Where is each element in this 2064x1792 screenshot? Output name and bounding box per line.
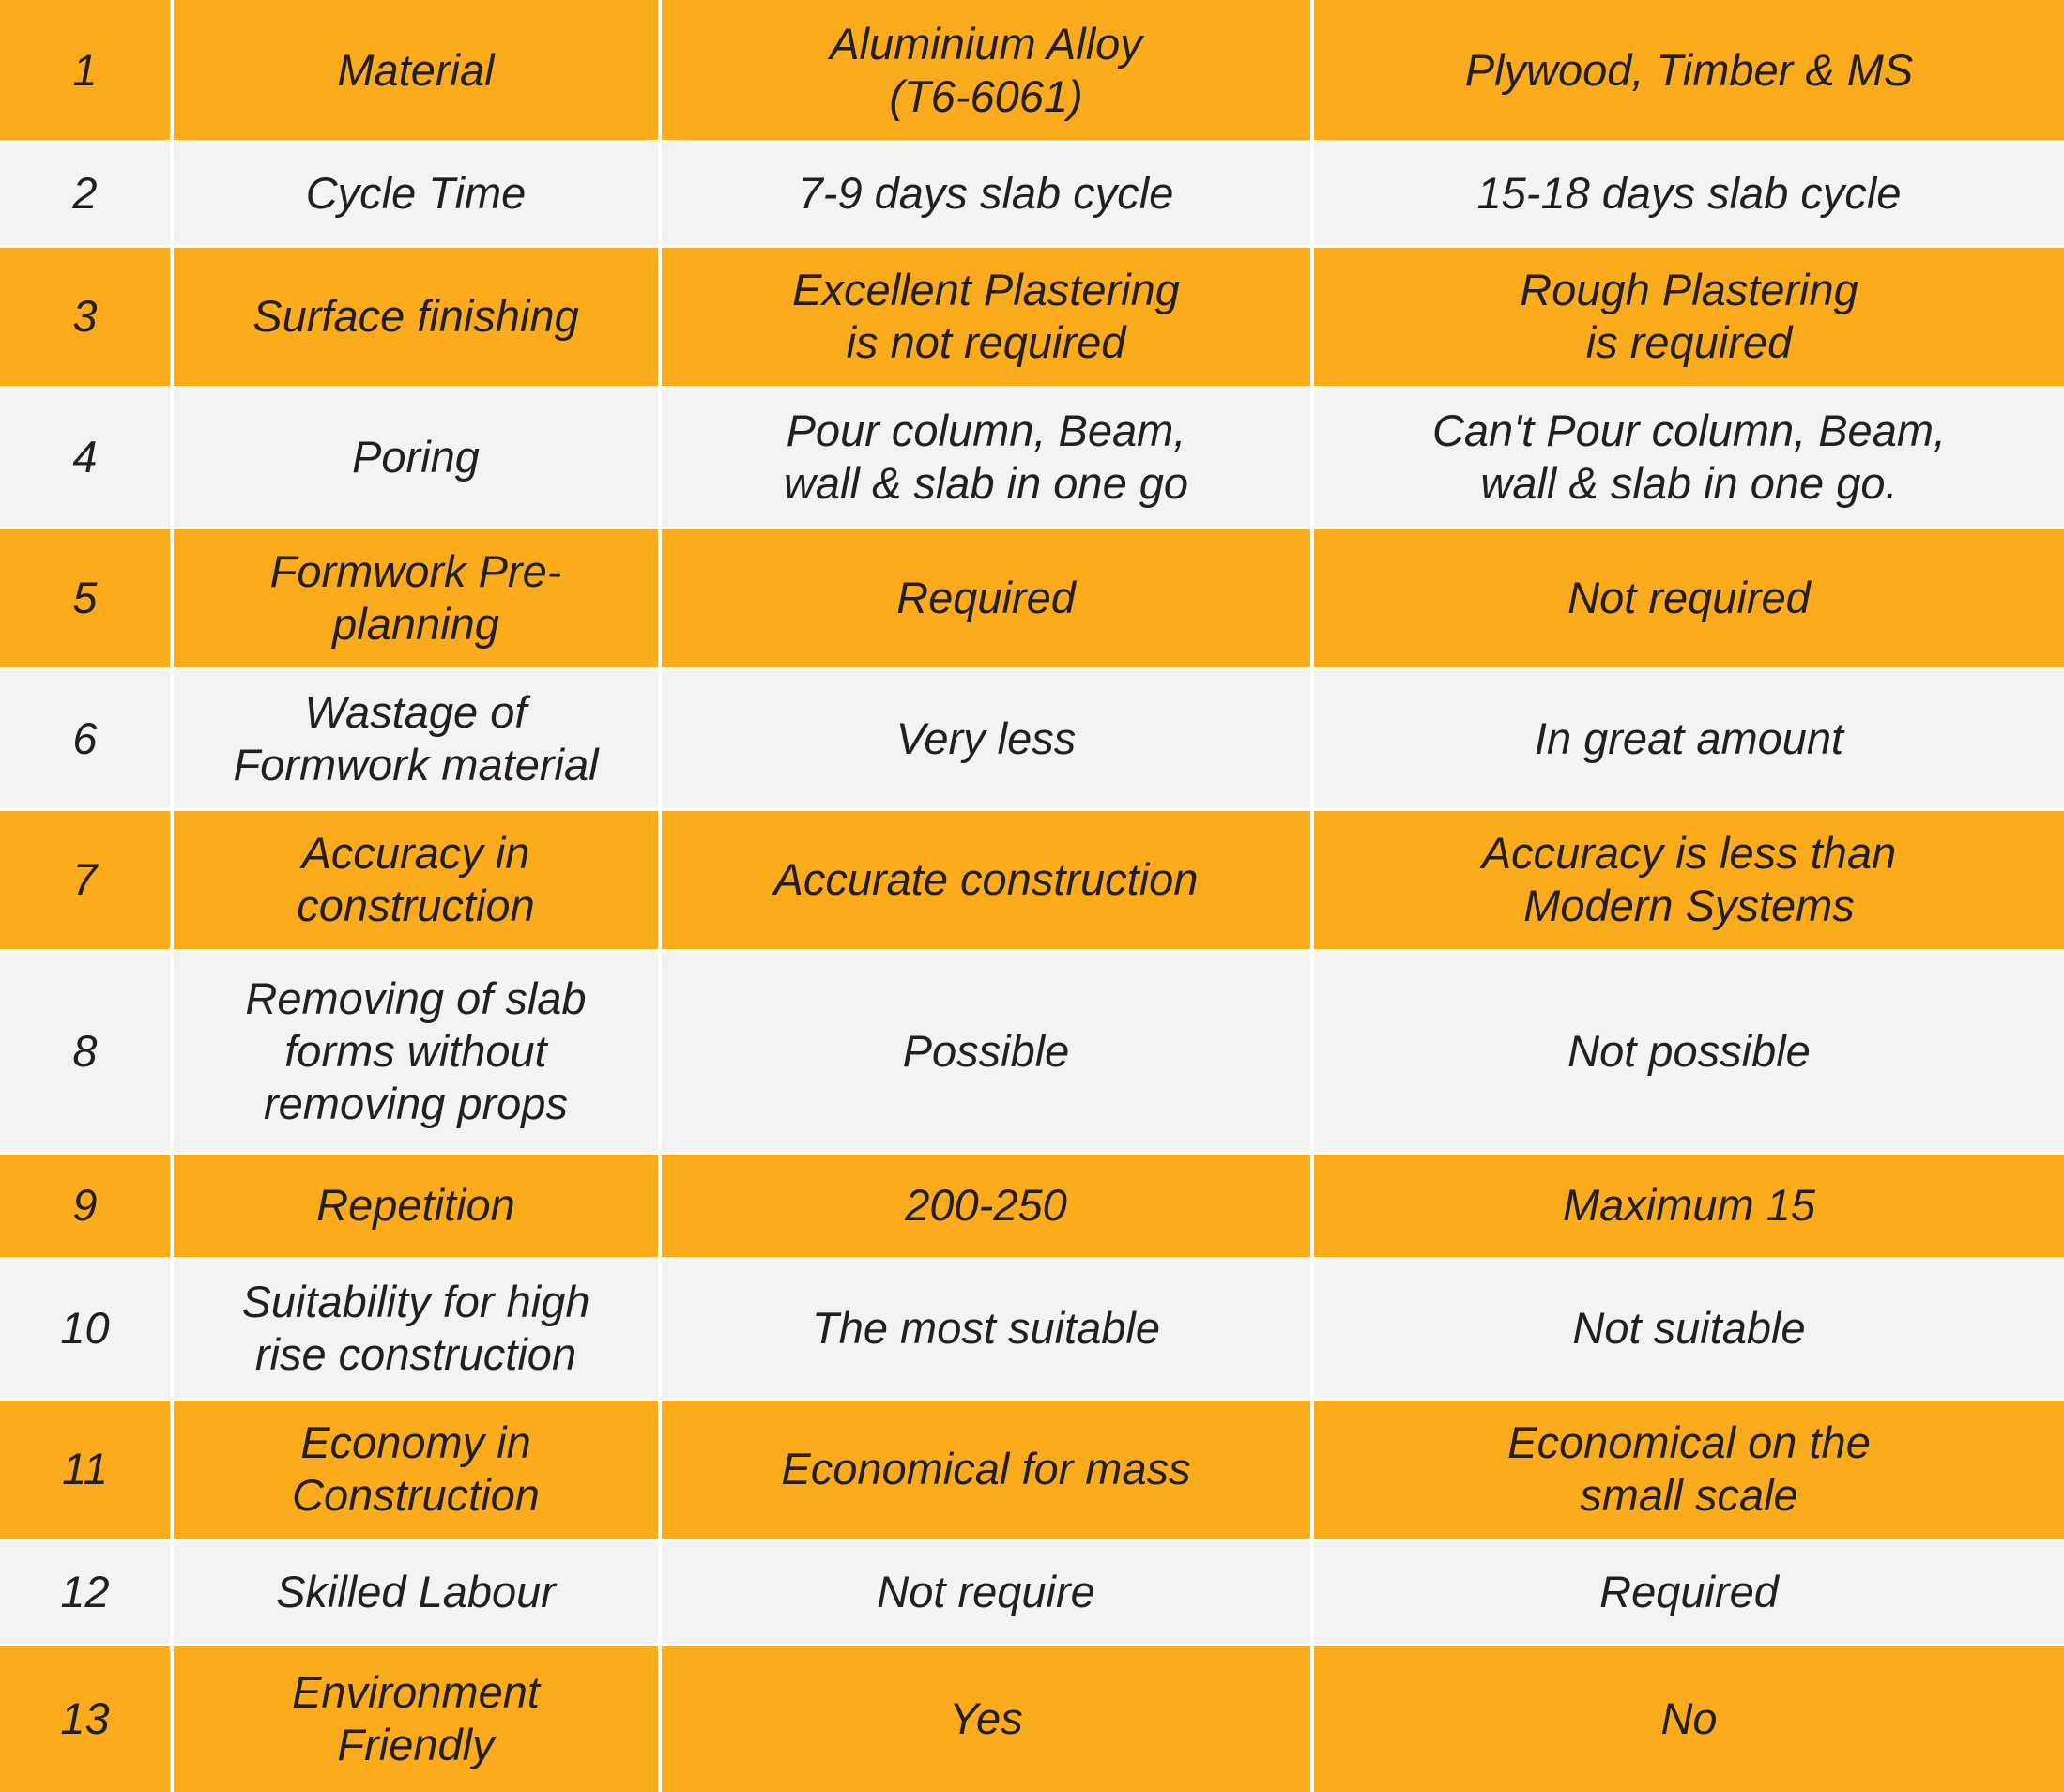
conventional-formwork-cell: 15-18 days slab cycle <box>1310 141 2064 246</box>
table-row <box>0 1645 2064 1792</box>
row-number: 8 <box>72 1026 98 1076</box>
row-number: 12 <box>60 1567 110 1616</box>
aluminium-formwork-cell: Excellent Plastering is not required <box>658 246 1310 387</box>
table-row <box>0 0 2064 141</box>
table-row <box>0 387 2064 528</box>
table-row <box>0 141 2064 246</box>
table-row <box>0 1258 2064 1399</box>
conventional-formwork-cell: Not possible <box>1310 950 2064 1153</box>
row-number: 11 <box>62 1444 108 1493</box>
row-divider <box>0 1644 2064 1646</box>
conventional-formwork-cell: No <box>1310 1645 2064 1792</box>
row-number: 3 <box>72 291 98 341</box>
aluminium-formwork-cell: Possible <box>658 950 1310 1153</box>
feature-cell: Removing of slab forms without removing props <box>170 950 658 1153</box>
conventional-formwork-cell: Plywood, Timber & MS <box>1310 0 2064 141</box>
aluminium-formwork-cell: Economical for mass <box>658 1399 1310 1539</box>
feature-cell: Cycle Time <box>170 141 658 246</box>
row-divider <box>0 667 2064 670</box>
table-row <box>0 950 2064 1153</box>
table-row <box>0 246 2064 387</box>
row-number: 1 <box>72 45 98 95</box>
table-row <box>0 1539 2064 1645</box>
table-row <box>0 528 2064 668</box>
conventional-formwork-cell: Rough Plastering is required <box>1310 246 2064 387</box>
feature-cell: Material <box>170 0 658 141</box>
table-row <box>0 809 2064 950</box>
conventional-formwork-cell: Not suitable <box>1310 1258 2064 1399</box>
feature-cell: Repetition <box>170 1153 658 1258</box>
aluminium-formwork-cell: The most suitable <box>658 1258 1310 1399</box>
aluminium-formwork-cell: Required <box>658 528 1310 668</box>
row-number: 10 <box>60 1303 110 1353</box>
aluminium-formwork-cell: Very less <box>658 668 1310 809</box>
row-number: 2 <box>72 168 98 218</box>
feature-cell: Suitability for high rise construction <box>170 1258 658 1399</box>
feature-cell: Skilled Labour <box>170 1539 658 1645</box>
row-divider <box>0 140 2064 143</box>
aluminium-formwork-cell: Aluminium Alloy (T6-6061) <box>658 0 1310 141</box>
row-number: 6 <box>72 713 98 763</box>
row-divider <box>0 1539 2064 1541</box>
feature-cell: Accuracy in construction <box>170 809 658 950</box>
feature-cell: Surface finishing <box>170 246 658 387</box>
row-divider <box>0 949 2064 952</box>
aluminium-formwork-cell: Yes <box>658 1645 1310 1792</box>
table-row <box>0 1399 2064 1539</box>
aluminium-formwork-cell: Not require <box>658 1539 1310 1645</box>
feature-cell: Economy in Construction <box>170 1399 658 1539</box>
row-divider <box>0 808 2064 811</box>
aluminium-formwork-cell: Accurate construction <box>658 809 1310 950</box>
table-row <box>0 668 2064 809</box>
row-divider <box>0 1398 2064 1401</box>
row-divider <box>0 245 2064 248</box>
row-divider <box>0 527 2064 529</box>
conventional-formwork-cell: In great amount <box>1310 668 2064 809</box>
row-number: 7 <box>72 854 98 904</box>
feature-cell: Environment Friendly <box>170 1645 658 1792</box>
conventional-formwork-cell: Can't Pour column, Beam, wall & slab in one go. <box>1310 387 2064 528</box>
conventional-formwork-cell: Maximum 15 <box>1310 1153 2064 1258</box>
row-number: 5 <box>72 573 98 622</box>
conventional-formwork-cell: Not required <box>1310 528 2064 668</box>
table-row <box>0 1153 2064 1258</box>
aluminium-formwork-cell: 7-9 days slab cycle <box>658 141 1310 246</box>
conventional-formwork-cell: Economical on the small scale <box>1310 1399 2064 1539</box>
feature-cell: Formwork Pre- planning <box>170 528 658 668</box>
row-number: 4 <box>72 432 98 482</box>
feature-cell: Wastage of Formwork material <box>170 668 658 809</box>
aluminium-formwork-cell: Pour column, Beam, wall & slab in one go <box>658 387 1310 528</box>
aluminium-formwork-cell: 200-250 <box>658 1153 1310 1258</box>
conventional-formwork-cell: Accuracy is less than Modern Systems <box>1310 809 2064 950</box>
row-divider <box>0 1152 2064 1155</box>
row-divider <box>0 386 2064 389</box>
row-number: 13 <box>60 1692 110 1743</box>
conventional-formwork-cell: Required <box>1310 1539 2064 1645</box>
feature-cell: Poring <box>170 387 658 528</box>
row-number: 9 <box>72 1180 98 1230</box>
row-divider <box>0 1257 2064 1260</box>
